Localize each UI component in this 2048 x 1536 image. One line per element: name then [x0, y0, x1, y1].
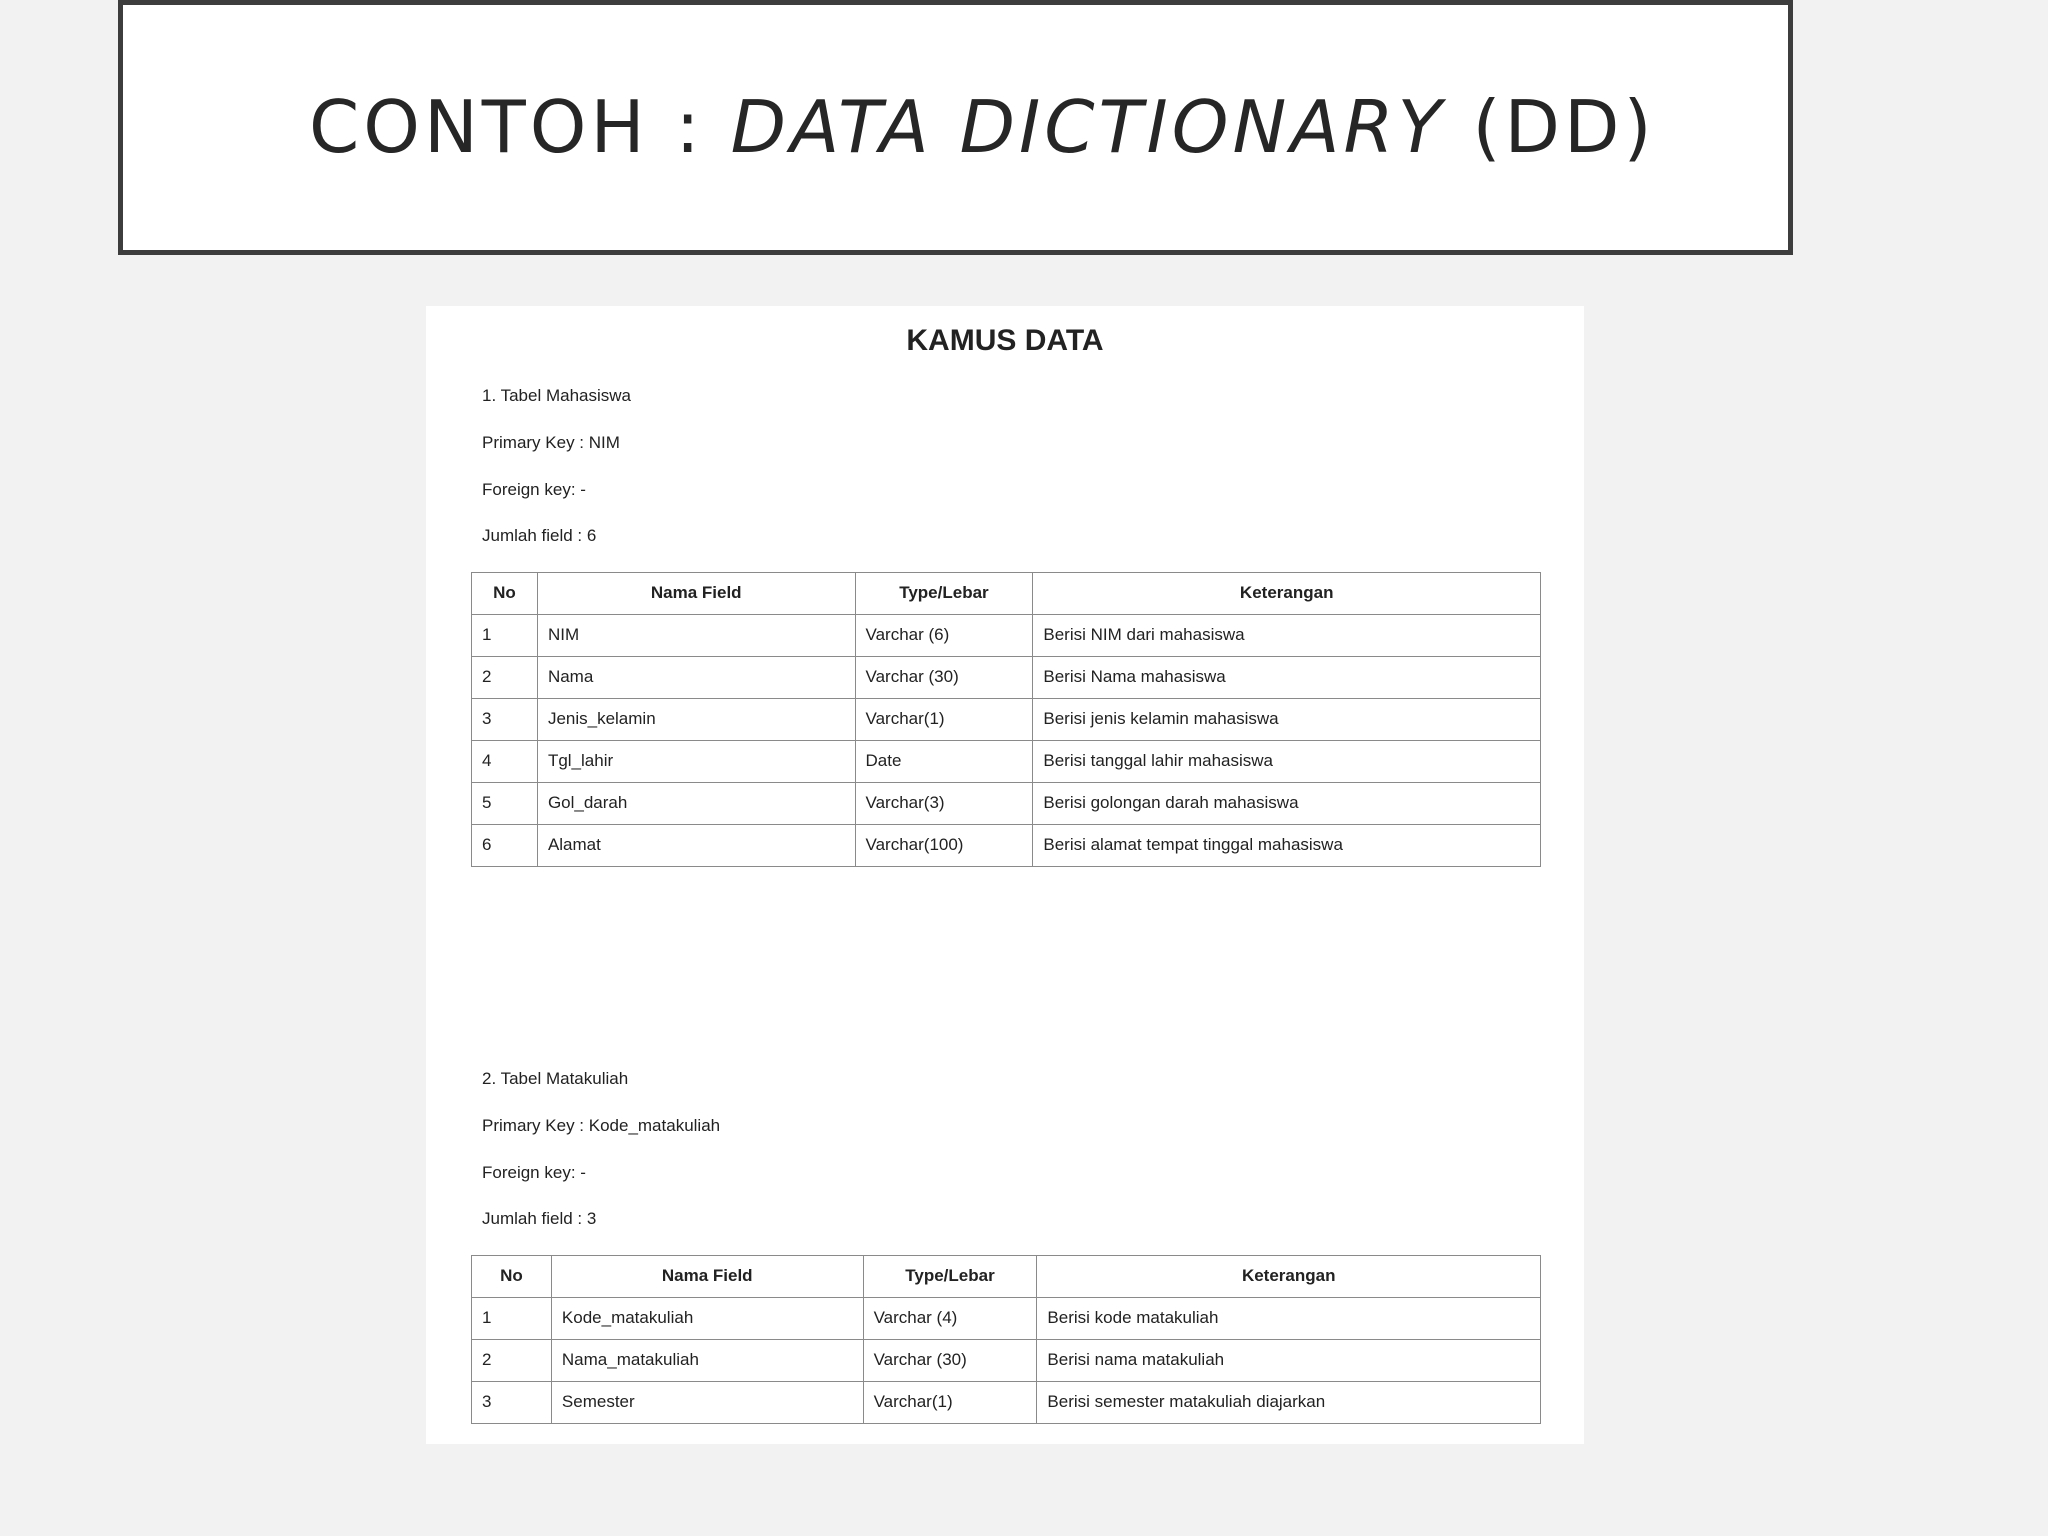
slide-title-italic: DATA DICTIONARY	[730, 85, 1446, 169]
table1-field-count: Jumlah field : 6	[482, 526, 597, 545]
cell-field: Alamat	[537, 825, 855, 867]
cell-desc: Berisi nama matakuliah	[1037, 1340, 1541, 1382]
table-row	[472, 657, 1541, 699]
cell-desc: Berisi NIM dari mahasiswa	[1033, 615, 1541, 657]
table-mahasiswa	[471, 572, 1541, 867]
table-row	[472, 615, 1541, 657]
cell-no: 2	[472, 1340, 552, 1382]
table2-caption: 2. Tabel Matakuliah	[482, 1069, 629, 1088]
table-matakuliah	[471, 1255, 1541, 1424]
cell-desc: Berisi alamat tempat tinggal mahasiswa	[1033, 825, 1541, 867]
table1-foreign-key: Foreign key: -	[482, 480, 586, 499]
cell-type: Varchar(3)	[855, 783, 1033, 825]
table-row	[472, 1340, 1541, 1382]
cell-type: Varchar (6)	[855, 615, 1033, 657]
table-header-row	[472, 573, 1541, 615]
table2-foreign-key: Foreign key: -	[482, 1163, 586, 1182]
table-row	[472, 1382, 1541, 1424]
cell-no: 5	[472, 783, 538, 825]
header-keterangan: Keterangan	[1033, 573, 1541, 615]
cell-desc: Berisi semester matakuliah diajarkan	[1037, 1382, 1541, 1424]
document-image	[426, 306, 1584, 1444]
table2-primary-key: Primary Key : Kode_matakuliah	[482, 1116, 721, 1135]
table-row	[472, 741, 1541, 783]
header-keterangan: Keterangan	[1037, 1256, 1541, 1298]
table1-primary-key: Primary Key : NIM	[482, 433, 620, 452]
header-no: No	[472, 573, 538, 615]
table-row	[472, 825, 1541, 867]
table-row	[472, 783, 1541, 825]
table1-caption: 1. Tabel Mahasiswa	[482, 386, 631, 405]
cell-no: 2	[472, 657, 538, 699]
cell-field: Semester	[551, 1382, 863, 1424]
table-row	[472, 1298, 1541, 1340]
cell-no: 1	[472, 1298, 552, 1340]
cell-field: Kode_matakuliah	[551, 1298, 863, 1340]
cell-desc: Berisi kode matakuliah	[1037, 1298, 1541, 1340]
table2-field-count: Jumlah field : 3	[482, 1209, 597, 1228]
table-row	[472, 699, 1541, 741]
cell-type: Varchar(1)	[863, 1382, 1037, 1424]
cell-type: Date	[855, 741, 1033, 783]
cell-type: Varchar (30)	[863, 1340, 1037, 1382]
cell-no: 6	[472, 825, 538, 867]
cell-type: Varchar (4)	[863, 1298, 1037, 1340]
cell-desc: Berisi golongan darah mahasiswa	[1033, 783, 1541, 825]
slide-title	[309, 85, 1656, 169]
header-nama-field: Nama Field	[551, 1256, 863, 1298]
cell-desc: Berisi Nama mahasiswa	[1033, 657, 1541, 699]
cell-no: 4	[472, 741, 538, 783]
cell-no: 3	[472, 699, 538, 741]
cell-field: Gol_darah	[537, 783, 855, 825]
table-header-row	[472, 1256, 1541, 1298]
cell-field: Tgl_lahir	[537, 741, 855, 783]
header-type-lebar: Type/Lebar	[863, 1256, 1037, 1298]
cell-desc: Berisi jenis kelamin mahasiswa	[1033, 699, 1541, 741]
cell-field: Nama	[537, 657, 855, 699]
cell-field: Nama_matakuliah	[551, 1340, 863, 1382]
cell-type: Varchar(1)	[855, 699, 1033, 741]
cell-desc: Berisi tanggal lahir mahasiswa	[1033, 741, 1541, 783]
header-nama-field: Nama Field	[537, 573, 855, 615]
slide-title-prefix: CONTOH :	[309, 85, 731, 169]
cell-type: Varchar (30)	[855, 657, 1033, 699]
header-no: No	[472, 1256, 552, 1298]
cell-no: 3	[472, 1382, 552, 1424]
cell-field: Jenis_kelamin	[537, 699, 855, 741]
slide-title-suffix: (DD)	[1445, 85, 1656, 169]
cell-type: Varchar(100)	[855, 825, 1033, 867]
doc-heading: KAMUS DATA	[906, 324, 1104, 357]
cell-field: NIM	[537, 615, 855, 657]
header-type-lebar: Type/Lebar	[855, 573, 1033, 615]
title-box	[118, 0, 1793, 255]
cell-no: 1	[472, 615, 538, 657]
